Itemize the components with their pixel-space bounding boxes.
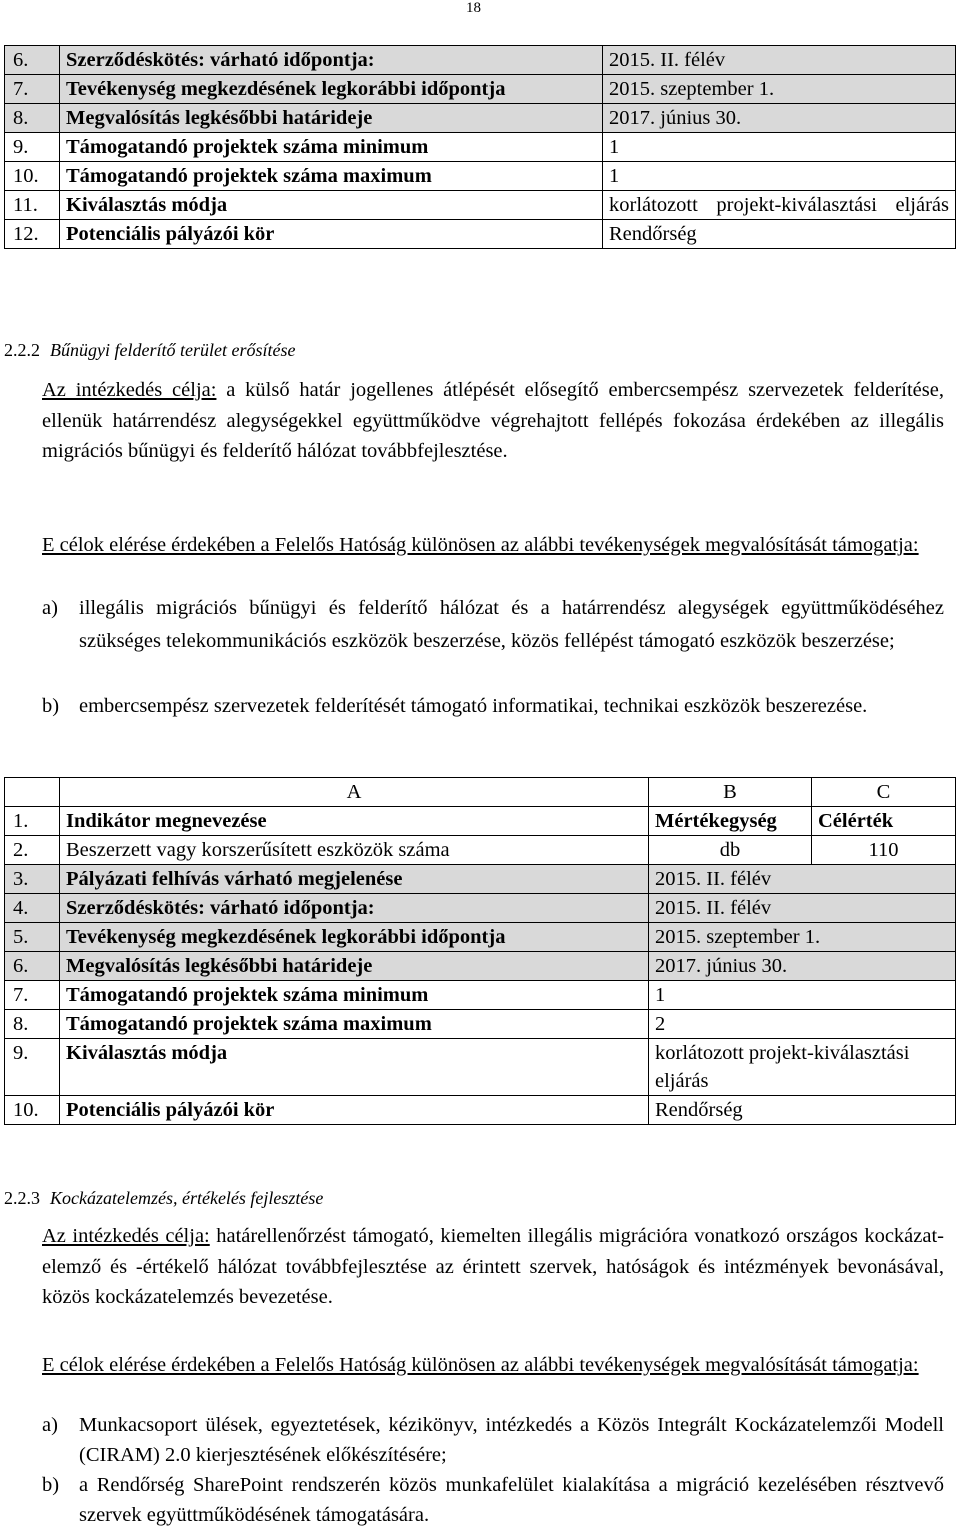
list-item-label: b) [42, 1474, 60, 1496]
row-value: korlátozott projekt-kiválasztási eljárás [603, 191, 956, 220]
row-value: 2015. szeptember 1. [649, 923, 956, 952]
row-label: Támogatandó projektek száma minimum [60, 133, 603, 162]
row-number: 3. [5, 865, 60, 894]
column-header-row [5, 778, 956, 807]
row-number: 8. [5, 104, 60, 133]
unit-header: Mértékegység [649, 807, 812, 836]
aim-label: Az intézkedés célja: [42, 1225, 210, 1247]
table-row [5, 104, 956, 133]
section-heading-2-2-2 [4, 340, 295, 361]
row-number: 12. [5, 220, 60, 249]
table-row [5, 75, 956, 104]
section-title: Bűnügyi felderítő terület erősítése [50, 340, 296, 360]
row-label: Tevékenység megkezdésének legkorábbi időpontja [60, 923, 649, 952]
page-number: 18 [466, 0, 481, 16]
aim-label: Az intézkedés célja: [42, 379, 217, 401]
target-header: Célérték [812, 807, 956, 836]
row-number: 5. [5, 923, 60, 952]
table-row [5, 162, 956, 191]
row-value: 1 [603, 133, 956, 162]
row-value: 2 [649, 1010, 956, 1039]
indicator-name-header: Indikátor megnevezése [60, 807, 649, 836]
table-row [5, 952, 956, 981]
aim-paragraph [42, 1221, 944, 1313]
row-number: 8. [5, 1010, 60, 1039]
row-value: korlátozott projekt-kiválasztási eljárás [649, 1039, 956, 1096]
row-label: Támogatandó projektek száma maximum [60, 1010, 649, 1039]
support-intro: E célok elérése érdekében a Felelős Hatóság különösen az alábbi tevékenységek megvalósítását támogatja: [42, 1354, 919, 1376]
section-heading-2-2-3 [4, 1188, 323, 1209]
indicator-target: 110 [812, 836, 956, 865]
row-number: 11. [5, 191, 60, 220]
row-label: Megvalósítás legkésőbbi határideje [60, 104, 603, 133]
row-value: Rendőrség [603, 220, 956, 249]
list-item-label: b) [42, 695, 60, 717]
row-number: 6. [5, 952, 60, 981]
section-number: 2.2.3 [4, 1188, 40, 1208]
row-label: Támogatandó projektek száma minimum [60, 981, 649, 1010]
list-item-text: Munkacsoport ülések, egyeztetések, kézikönyv, intézkedés a Közös Integrált Kockázatelemzői Modell (CIRAM) 2.0 kierjesztésének előkészítésére; [79, 1414, 944, 1466]
row-number: 10. [5, 1096, 60, 1125]
row-value: 2015. II. félév [649, 894, 956, 923]
list-item-label: a) [42, 597, 58, 619]
row-number: 2. [5, 836, 60, 865]
row-label: Pályázati felhívás várható megjelenése [60, 865, 649, 894]
row-label: Szerződéskötés: várható időpontja: [60, 894, 649, 923]
list-item-label: a) [42, 1414, 58, 1436]
row-value: 2017. június 30. [649, 952, 956, 981]
row-value: 1 [603, 162, 956, 191]
row-number: 10. [5, 162, 60, 191]
indicator-unit: db [649, 836, 812, 865]
row-label: Szerződéskötés: várható időpontja: [60, 46, 603, 75]
table-row [5, 981, 956, 1010]
indicator-name: Beszerzett vagy korszerűsített eszközök száma [60, 836, 649, 865]
row-number: 1. [5, 807, 60, 836]
row-number: 4. [5, 894, 60, 923]
support-intro: E célok elérése érdekében a Felelős Hatóság különösen az alábbi tevékenységek megvalósítását támogatja: [42, 534, 919, 556]
corner-cell [5, 778, 60, 807]
row-number: 9. [5, 1039, 60, 1096]
row-value: 1 [649, 981, 956, 1010]
row-value: 2017. június 30. [603, 104, 956, 133]
row-label: Támogatandó projektek száma maximum [60, 162, 603, 191]
table-row [5, 807, 956, 836]
aim-text: határellenőrzést támogató, kiemelten illegális migrációra vonatkozó országos kockázat-elemző és -értékelő hálózat továbbfejlesztése az érintett szervek, hatóságok és intézmények bevonásával, közös kockázatelemzés bevezetése. [42, 1225, 944, 1308]
table-row [5, 865, 956, 894]
column-header-c: C [812, 778, 956, 807]
aim-text: a külső határ jogellenes átlépését elősegítő embercsempész szervezetek felderítése, ellenük határrendész alegységekkel együttműködve végrehajtott fellépés fokozása érdekében az illegális migrációs bűnügyi és felderítő hálózat továbbfejlesztése. [42, 379, 944, 462]
row-label: Megvalósítás legkésőbbi határideje [60, 952, 649, 981]
section-title: Kockázatelemzés, értékelés fejlesztése [50, 1188, 324, 1208]
table-row [5, 1010, 956, 1039]
table-row [5, 1039, 956, 1096]
row-value: 2015. szeptember 1. [603, 75, 956, 104]
table-row [5, 133, 956, 162]
column-header-b: B [649, 778, 812, 807]
table-row [5, 894, 956, 923]
list-item [42, 690, 944, 723]
list-item [42, 1410, 944, 1470]
row-value: 2015. II. félév [649, 865, 956, 894]
row-number: 9. [5, 133, 60, 162]
section-number: 2.2.2 [4, 340, 40, 360]
indicator-table-2 [4, 777, 956, 1125]
aim-paragraph [42, 375, 944, 467]
list-item [42, 592, 944, 657]
column-header-a: A [60, 778, 649, 807]
row-number: 6. [5, 46, 60, 75]
row-number: 7. [5, 981, 60, 1010]
table-row [5, 46, 956, 75]
list-item [42, 1470, 944, 1530]
row-label: Potenciális pályázói kör [60, 1096, 649, 1125]
project-parameters-table-1 [4, 45, 956, 249]
table-row [5, 220, 956, 249]
table-row [5, 191, 956, 220]
row-label: Tevékenység megkezdésének legkorábbi időpontja [60, 75, 603, 104]
list-item-text: embercsempész szervezetek felderítését támogató informatikai, technikai eszközök beszerezése. [79, 695, 868, 717]
table-row [5, 1096, 956, 1125]
row-label: Kiválasztás módja [60, 191, 603, 220]
row-value: Rendőrség [649, 1096, 956, 1125]
row-label: Potenciális pályázói kör [60, 220, 603, 249]
table-row [5, 836, 956, 865]
list-item-text: a Rendőrség SharePoint rendszerén közös munkafelület kialakítása a migráció kezelésében résztvevő szervek együttműködésének támogatására. [79, 1474, 944, 1526]
list-item-text: illegális migrációs bűnügyi és felderítő hálózat és a határrendész alegységek együttműködéséhez szükséges telekommunikációs eszközök beszerzése, közös fellépést támogató eszközök beszerzése; [79, 597, 944, 652]
row-value: 2015. II. félév [603, 46, 956, 75]
row-number: 7. [5, 75, 60, 104]
row-label: Kiválasztás módja [60, 1039, 649, 1096]
table-row [5, 923, 956, 952]
